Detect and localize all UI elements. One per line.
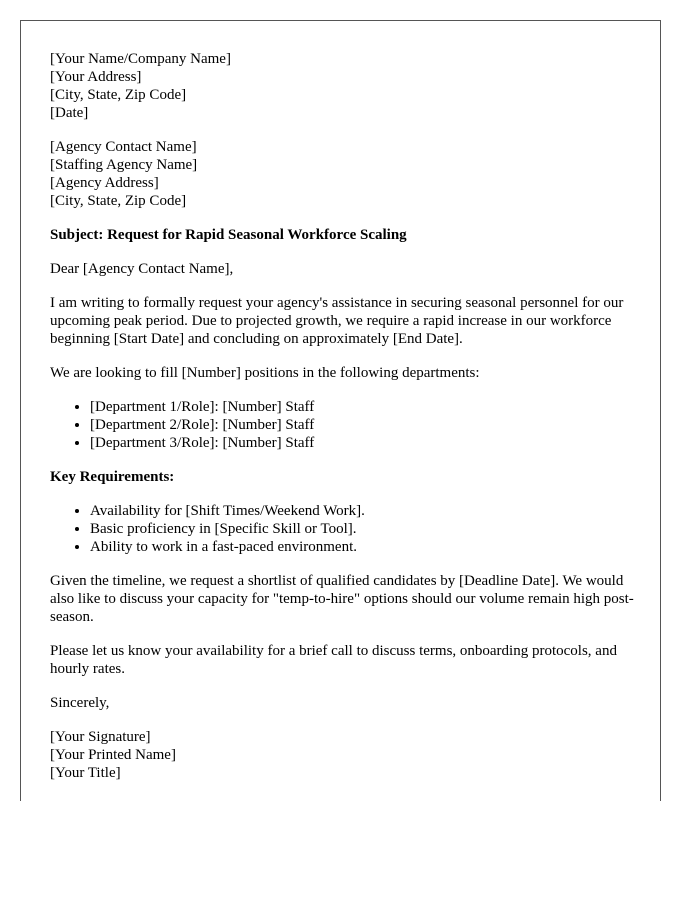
recipient-contact: [Agency Contact Name] (50, 139, 197, 155)
positions-paragraph: We are looking to fill [Number] positions in the following departments: (50, 365, 480, 381)
signature-line: [Your Signature] (50, 729, 151, 745)
list-item: • [Department 2/Role]: [Number] Staff (90, 416, 640, 434)
list-item: • [Department 3/Role]: [Number] Staff (90, 434, 640, 452)
printed-name: [Your Printed Name] (50, 747, 176, 763)
sender-name: [Your Name/Company Name] (50, 51, 231, 67)
requirements-heading: Key Requirements: (50, 469, 175, 485)
salutation: Dear [Agency Contact Name], (50, 261, 234, 277)
departments-list (50, 398, 640, 452)
sender-city: [City, State, Zip Code] (50, 87, 187, 103)
sender-address: [Your Address] (50, 69, 142, 85)
recipient-block (50, 138, 640, 210)
closing: Sincerely, (50, 695, 110, 711)
recipient-city: [City, State, Zip Code] (50, 193, 187, 209)
recipient-address: [Agency Address] (50, 175, 159, 191)
letter-subject: Subject: Request for Rapid Seasonal Workforce Scaling (50, 227, 407, 243)
letter-page (20, 20, 661, 801)
timeline-paragraph: Given the timeline, we request a shortlist of qualified candidates by [Deadline Date]. We would also like to discuss your capacity for "temp-to-hire" options should our volume remain high post-season. (50, 573, 634, 625)
letter-body (50, 50, 640, 798)
intro-paragraph: I am writing to formally request your agency's assistance in securing seasonal personnel for our upcoming peak period. Due to projected growth, we require a rapid increase in our workforce beginning [Start Date] and concluding on approximately [End Date]. (50, 295, 624, 347)
list-item: • Ability to work in a fast-paced environment. (90, 538, 640, 556)
recipient-agency: [Staffing Agency Name] (50, 157, 198, 173)
signer-title: [Your Title] (50, 765, 121, 781)
letter-date: [Date] (50, 105, 89, 121)
list-item: • Availability for [Shift Times/Weekend Work]. (90, 502, 640, 520)
signature-block (50, 728, 640, 782)
requirements-list (50, 502, 640, 556)
list-item: • [Department 1/Role]: [Number] Staff (90, 398, 640, 416)
list-item: • Basic proficiency in [Specific Skill or Tool]. (90, 520, 640, 538)
sender-block (50, 50, 640, 122)
call-paragraph: Please let us know your availability for a brief call to discuss terms, onboarding protocols, and hourly rates. (50, 643, 617, 677)
